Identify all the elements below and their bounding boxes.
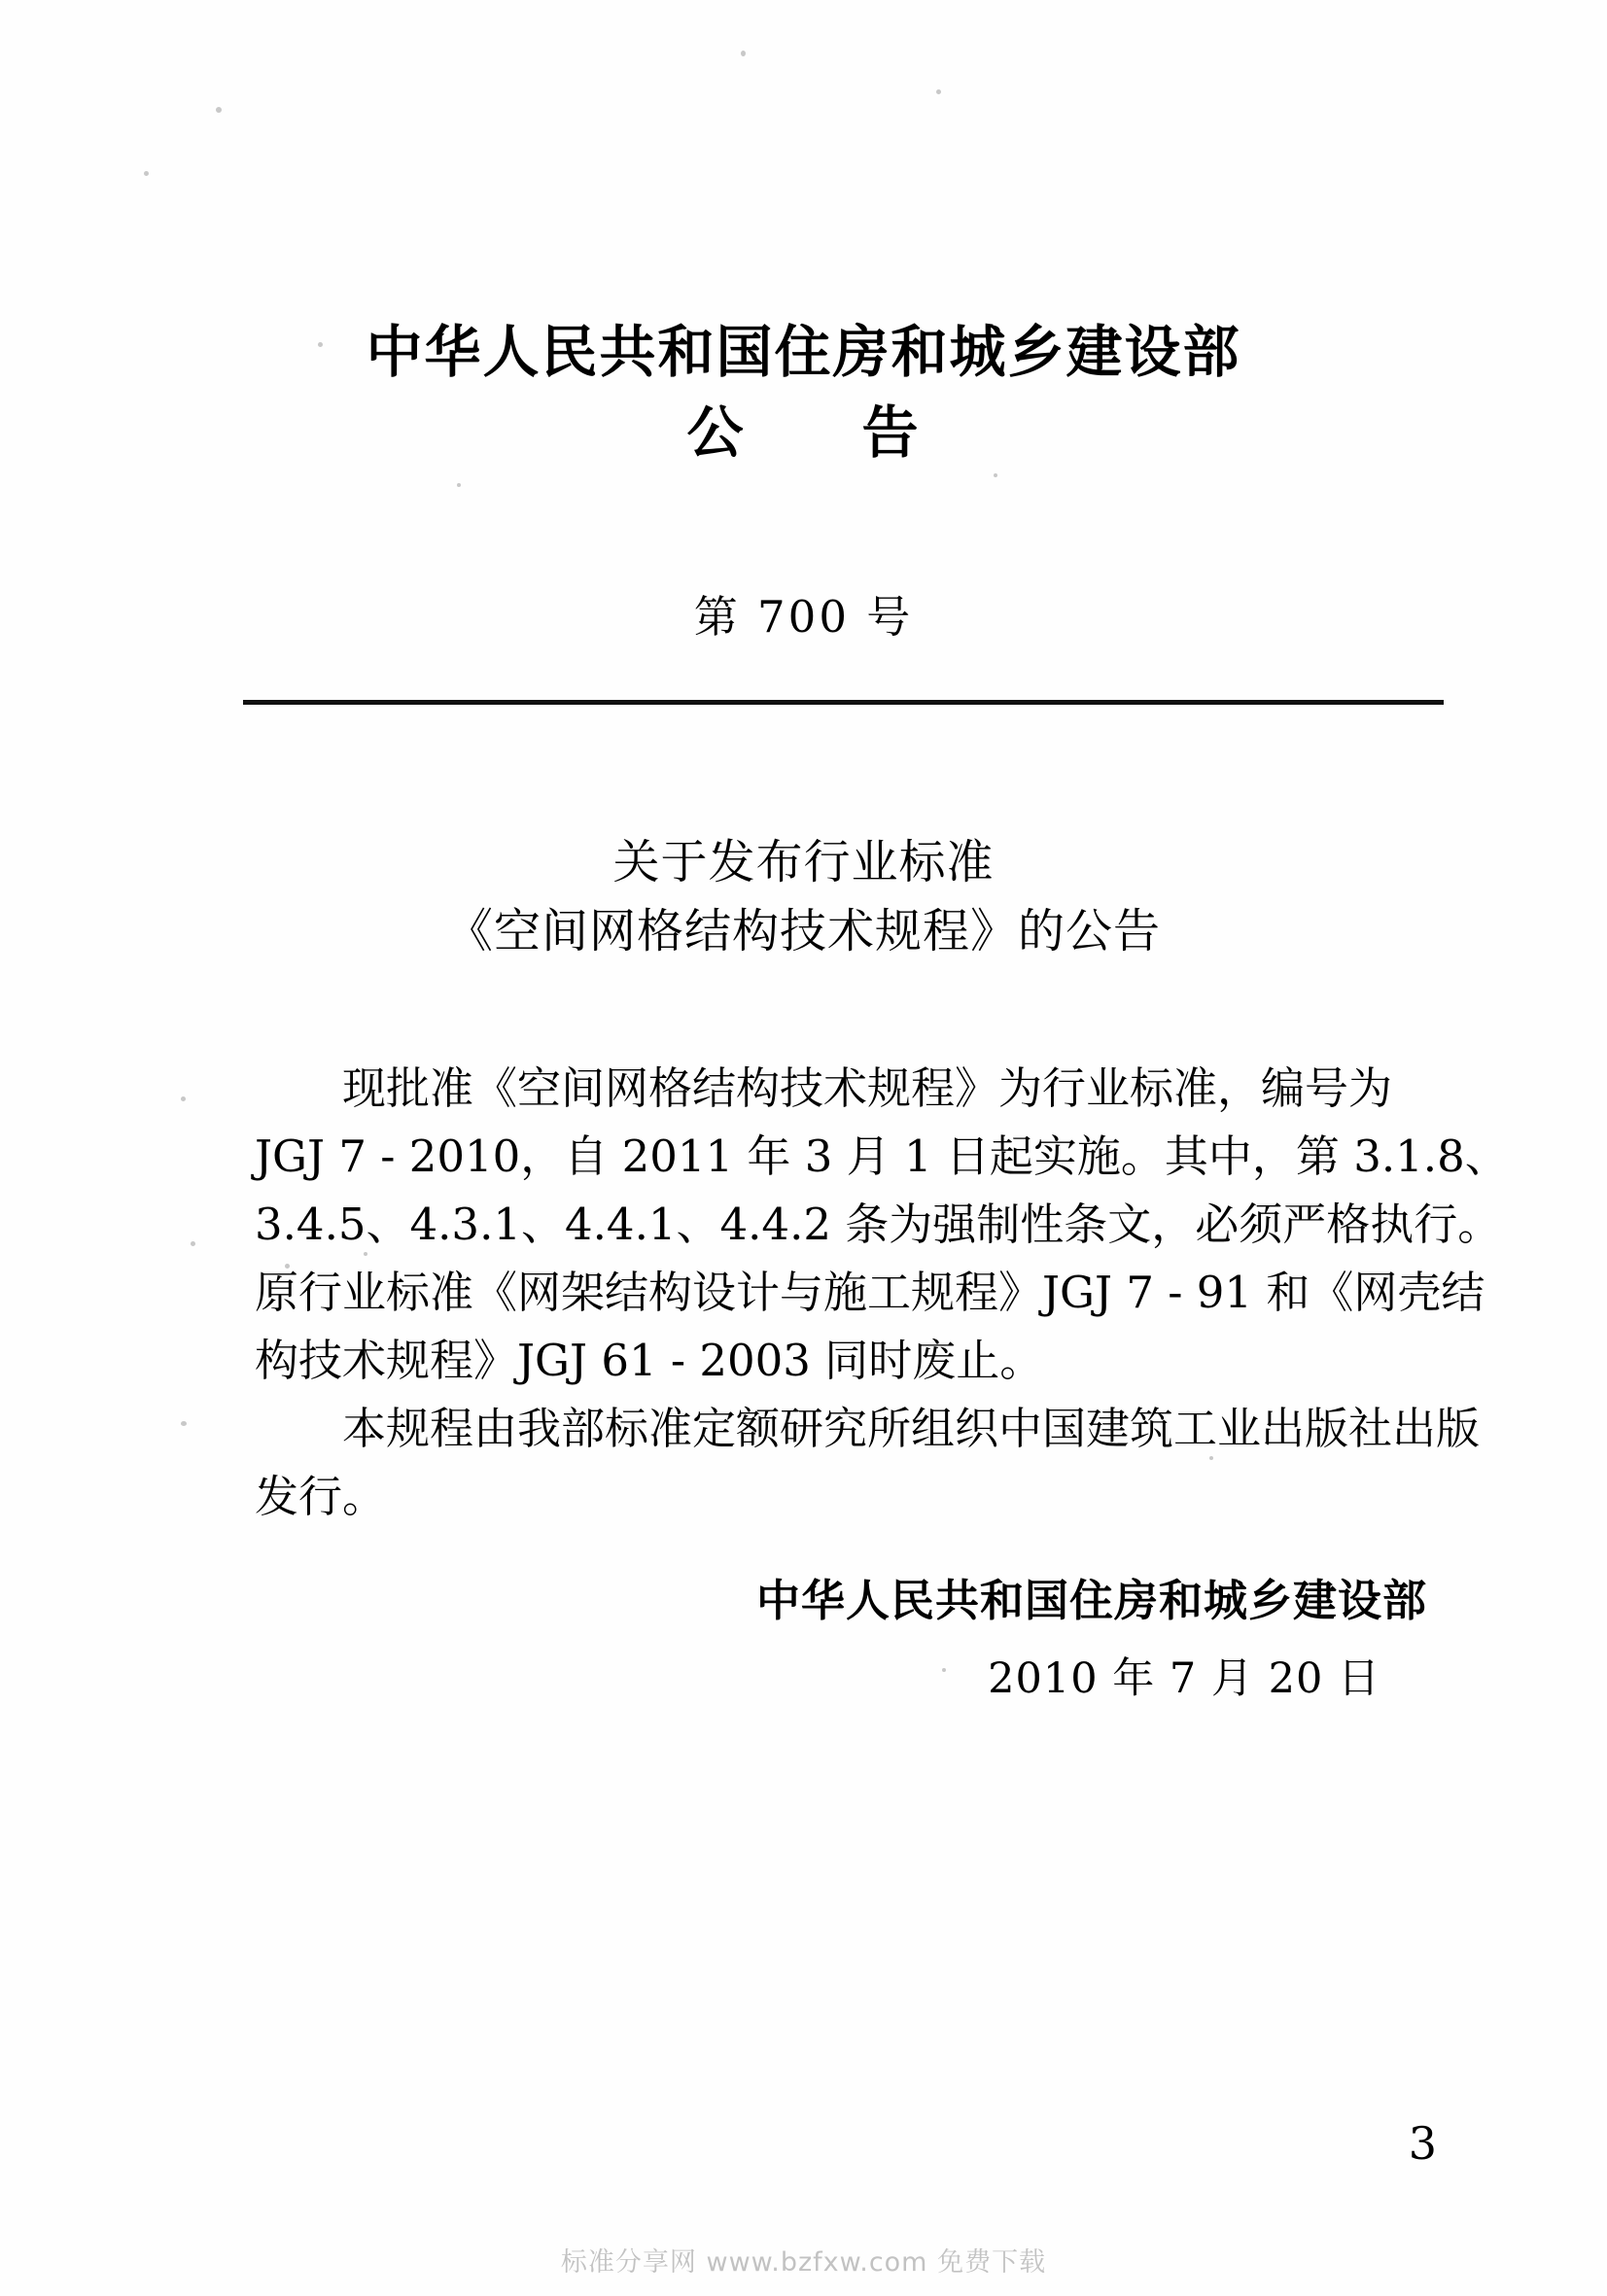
body-paragraph-1-line: JGJ 7 - 2010，自 2011 年 3 月 1 日起实施。其中，第 3.1.8、 (255, 1131, 1509, 1182)
body-paragraph-1-line: 3.4.5、4.3.1、4.4.1、4.4.2 条为强制性条文，必须严格执行。 (255, 1199, 1502, 1250)
body-paragraph-1-line: 现批准《空间网格结构技术规程》为行业标准，编号为 (255, 1062, 1393, 1114)
document-kind-title: 公 告 (686, 399, 921, 466)
subject-heading-line-1: 关于发布行业标准 (612, 835, 995, 889)
decree-number: 第 700 号 (693, 591, 914, 643)
scan-speck (181, 1421, 187, 1426)
body-paragraph-2-line: 本规程由我部标准定额研究所组织中国建筑工业出版社出版 (255, 1403, 1481, 1454)
scan-speck (181, 1096, 186, 1101)
issuing-organization-title: 中华人民共和国住房和城乡建设部 (366, 319, 1241, 385)
masthead (0, 321, 1607, 465)
signature-block (756, 1565, 1427, 1705)
scan-speck (191, 1241, 195, 1246)
subject-heading (0, 828, 1607, 966)
scan-speck (936, 89, 941, 94)
body-paragraph-2-line: 发行。 (255, 1471, 387, 1522)
scan-speck (994, 473, 997, 477)
signature-organization: 中华人民共和国住房和城乡建设部 (755, 1575, 1427, 1626)
scan-speck (216, 107, 222, 113)
page-number: 3 (1408, 2117, 1437, 2170)
body-paragraph-1-line: 原行业标准《网架结构设计与施工规程》JGJ 7 - 91 和《网壳结 (255, 1267, 1485, 1318)
footer-watermark: 标准分享网 www.bzfxw.com 免费下载 (560, 2247, 1047, 2278)
subject-heading-line-2: 《空间网格结构技术规程》的公告 (445, 904, 1161, 959)
body-paragraph-1-line: 构技术规程》JGJ 61 - 2003 同时废止。 (255, 1335, 1044, 1386)
scan-speck (741, 51, 746, 56)
body-text (255, 1055, 1509, 1531)
horizontal-divider (243, 700, 1444, 705)
scan-speck (457, 483, 461, 487)
signature-date: 2010 年 7 月 20 日 (988, 1654, 1380, 1703)
scan-speck (144, 171, 149, 176)
